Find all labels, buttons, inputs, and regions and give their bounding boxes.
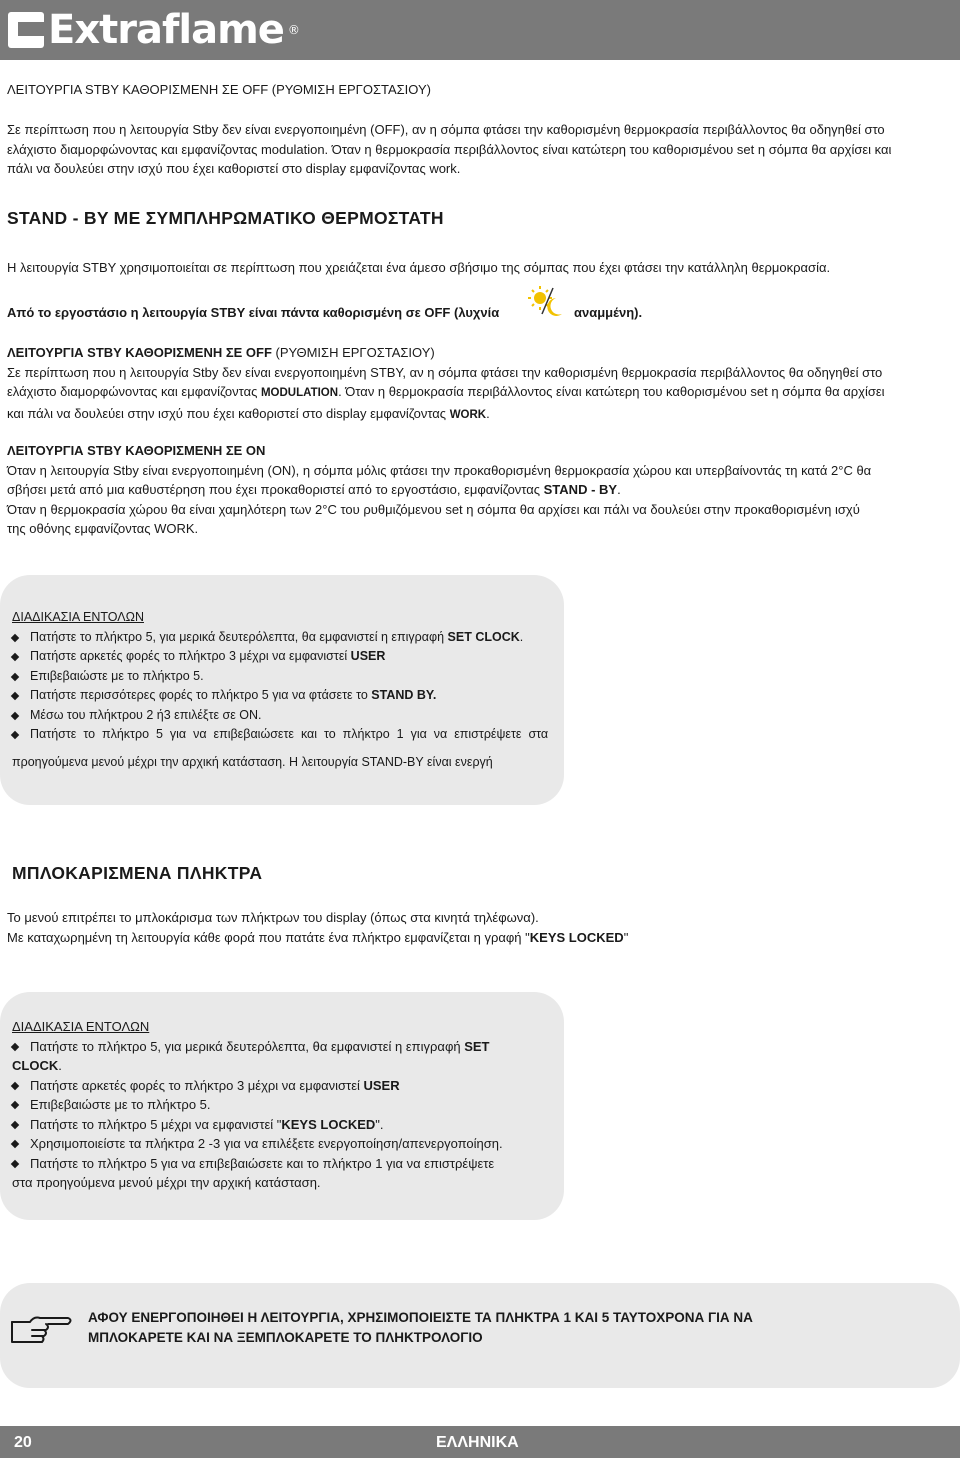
- step-text-end: .: [519, 629, 524, 644]
- bullet-diamond-icon: [11, 633, 19, 641]
- stby-off-line: [7, 382, 957, 404]
- step-text: Επιβεβαιώστε με το πλήκτρο 5.: [30, 1097, 211, 1112]
- intro-line: ελάχιστο διαμορφώνοντας και εμφανίζοντας modulation. Όταν η θερμοκρασία περιβάλλοντος είναι κατώτερη του καθορισμένου set η σόμπα θα αρχίσει και: [7, 141, 892, 157]
- keylock-line: [7, 928, 957, 948]
- step-text: Πατήστε αρκετές φορές το πλήκτρο 3 μέχρι να εμφανιστεί: [30, 1077, 364, 1093]
- step-text-bold: USER: [350, 649, 386, 663]
- step-text-end: .: [58, 1058, 62, 1073]
- step-text: Πατήστε το πλήκτρο 5, για μερικά δευτερόλεπτα, θα εμφανιστεί η επιγραφή: [30, 629, 448, 644]
- factory-note-start: Από το εργοστάσιο η λειτουργία STBY είναι πάντα καθορισμένη σε OFF (λυχνία: [7, 305, 500, 320]
- stby-off-title-bold: ΛΕΙΤΟΥΡΓΙΑ STBY ΚΑΘΟΡΙΣΜΕΝΗ ΣΕ OFF: [7, 345, 272, 360]
- text-run: .: [617, 482, 621, 497]
- step-text: Χρησιμοποιείστε τα πλήκτρα 2 -3 για να επιλέξετε ενεργοποίηση/απενεργοποίηση.: [30, 1136, 503, 1151]
- keylock-line: Το μενού επιτρέπει το μπλοκάρισμα των πλήκτρων του display (όπως στα κινητά τηλέφωνα).: [7, 910, 539, 925]
- intro-line: Σε περίπτωση που η λειτουργία Stby δεν είναι ενεργοποιημένη (OFF), αν η σόμπα φτάσει την καθορισμένη θερμοκρασία περιβάλλοντος θα οδηγηθεί στο: [7, 122, 885, 137]
- factory-note-end: αναμμένη).: [574, 305, 643, 320]
- language-label: ΕΛΛΗΝΙΚΑ: [436, 1434, 519, 1451]
- procedure-step: [0, 1154, 562, 1174]
- intro-paragraph: [7, 120, 957, 179]
- bullet-diamond-icon: [11, 672, 19, 680]
- bullet-diamond-icon: [11, 1081, 19, 1089]
- procedure-standby: [12, 608, 562, 772]
- text-run: ελάχιστο διαμορφώνοντας και εμφανίζοντας: [7, 384, 261, 399]
- procedure-final-line: στα προηγούμενα μενού μέχρι την αρχική κατάσταση.: [12, 1175, 321, 1190]
- bullet-diamond-icon: [11, 1140, 19, 1148]
- logo-mark-icon: [8, 12, 44, 48]
- step-text: Πατήστε το πλήκτρο 5 για να επιβεβαιώσετε και το πλήκτρο 1 για να επιστρέψετε στα: [30, 727, 549, 741]
- step-text-bold: SET: [464, 1038, 490, 1054]
- step-text-end: ".: [375, 1116, 384, 1132]
- procedure-keylock: [12, 1017, 562, 1193]
- procedure-step: [0, 706, 562, 726]
- text-run: σβήσει μετά από μια καθυστέρηση που έχει προκαθοριστεί από το εργοστάσιο, εμφανίζοντας: [7, 482, 544, 497]
- procedure-final-line: προηγούμενα μενού μέχρι την αρχική κατάσταση. Η λειτουργία STAND-BY είναι ενεργή: [12, 754, 493, 769]
- step-text: Πατήστε το πλήκτρο 5 για να επιβεβαιώσετε και το πλήκτρο 1 για να επιστρέψετε: [30, 1155, 495, 1171]
- procedure-step: [0, 628, 562, 648]
- step-text-bold: KEYS LOCKED: [281, 1116, 376, 1132]
- page-number: 20: [14, 1434, 32, 1451]
- standby-description: Η λειτουργία STBY χρησιμοποιείται σε περίπτωση που χρειάζεται ένα άμεσο σβήσιμο της σόμπας που έχει φτάσει την κατάλληλη θερμοκρασία.: [7, 260, 831, 275]
- text-run: .: [486, 405, 490, 421]
- procedure-title: ΔΙΑΔΙΚΑΣΙΑ ΕΝΤΟΛΩΝ: [12, 1019, 150, 1034]
- procedure-step: [0, 1095, 562, 1115]
- intro-title: ΛΕΙΤΟΥΡΓΙΑ STBY ΚΑΘΟΡΙΣΜΕΝΗ ΣΕ OFF (ΡΥΘΜΙΣΗ ΕΡΓΟΣΤΑΣΙΟΥ): [7, 82, 431, 97]
- text-run-bold: WORK: [449, 408, 487, 421]
- step-text: Πατήστε το πλήκτρο 5 μέχρι να εμφανιστεί ": [30, 1116, 282, 1132]
- step-text: Μέσω του πλήκτρου 2 ή3 επιλέξτε σε ON.: [30, 707, 262, 722]
- standby-heading: STAND - BY ΜΕ ΣΥΜΠΛΗΡΩΜΑΤΙΚΟ ΘΕΡΜΟΣΤΑΤΗ: [7, 208, 444, 228]
- bullet-diamond-icon: [11, 731, 19, 739]
- procedure-steps: [0, 1037, 562, 1057]
- procedure-step: [0, 1076, 562, 1096]
- brand-logo: [8, 4, 299, 56]
- stby-off-block: [7, 343, 957, 425]
- sun-moon-icon: [526, 284, 566, 320]
- stby-on-line: Όταν η θερμοκρασία χώρου θα είναι χαμηλότερη των 2°C του ρυθμιζόμενου set η σόμπα θα αρχίσει και πάλι να δουλεύει στην προκαθορισμένη ισχύ: [7, 501, 860, 517]
- stby-off-line: [7, 404, 957, 426]
- procedure-step: [0, 686, 562, 706]
- step-text: Πατήστε περισσότερες φορές το πλήκτρο 5 για να φτάσετε το: [30, 688, 372, 702]
- stby-on-line: της οθόνης εμφανίζοντας WORK.: [7, 521, 199, 536]
- procedure-step: [0, 1115, 562, 1135]
- text-run: ": [623, 929, 629, 945]
- stby-on-line: Όταν η λειτουργία Stby είναι ενεργοποιημένη (ON), η σόμπα μόλις φτάσει την προκαθορισμένη θερμοκρασία χώρου και υπερβαίνοντάς τη κατά 2°C θα: [7, 462, 872, 478]
- notice-line: ΑΦΟΥ ΕΝΕΡΓΟΠΟΙΗΘΕΙ Η ΛΕΙΤΟΥΡΓΙΑ, ΧΡΗΣΙΜΟΠΟΙΕΙΣΤΕ ΤΑ ΠΛΗΚΤΡΑ 1 ΚΑΙ 5 ΤΑΥΤΟΧΡΟΝΑ ΓΙΑ ΝΑ: [88, 1310, 753, 1325]
- stby-on-block: [7, 441, 957, 539]
- text-run-bold: STAND - BY: [543, 482, 618, 497]
- bullet-diamond-icon: [11, 653, 19, 661]
- step-text-bold: STAND BY.: [371, 688, 437, 702]
- procedure-step: [0, 1134, 562, 1154]
- bullet-diamond-icon: [11, 1120, 19, 1128]
- intro-line: πάλι να δουλεύει στην ισχύ που έχει καθοριστεί στο display εμφανίζοντας work.: [7, 161, 461, 176]
- text-run: και πάλι να δουλεύει στην ισχύ που έχει καθοριστεί στο display εμφανίζοντας: [7, 405, 450, 421]
- procedure-step: [0, 1037, 562, 1057]
- stby-off-title: [7, 343, 957, 363]
- bullet-diamond-icon: [11, 1042, 19, 1050]
- text-run: Με καταχωρημένη τη λειτουργία κάθε φορά που πατάτε ένα πλήκτρο εμφανίζεται η γραφή ": [7, 929, 530, 945]
- keylock-paragraph: [7, 908, 957, 947]
- procedure-title: ΔΙΑΔΙΚΑΣΙΑ ΕΝΤΟΛΩΝ: [12, 610, 144, 624]
- bullet-diamond-icon: [11, 1101, 19, 1109]
- procedure-steps: [0, 1076, 562, 1174]
- stby-off-title-rest: (ΡΥΘΜΙΣΗ ΕΡΓΟΣΤΑΣΙΟΥ): [271, 345, 435, 360]
- registered-mark: ®: [287, 23, 299, 37]
- procedure-steps: [0, 628, 562, 745]
- pointing-hand-icon: [10, 1310, 74, 1350]
- text-run-bold: MODULATION: [260, 387, 339, 399]
- step-text-bold: SET CLOCK: [447, 629, 520, 644]
- step-text-bold: CLOCK: [12, 1058, 59, 1073]
- procedure-step: [0, 647, 562, 667]
- notice-text: [88, 1308, 753, 1348]
- procedure-step: [0, 725, 562, 745]
- text-run-bold: KEYS LOCKED: [529, 929, 624, 945]
- keylock-heading: ΜΠΛΟΚΑΡΙΣΜΕΝΑ ΠΛΗΚΤΡΑ: [12, 863, 263, 883]
- procedure-step-continuation: [12, 1056, 562, 1076]
- procedure-step: [0, 667, 562, 687]
- stby-on-line: [7, 480, 957, 500]
- text-run: . Όταν η θερμοκρασία περιβάλλοντος είναι κατώτερη του καθορισμένου set η σόμπα θα αρχίσει: [338, 384, 885, 399]
- bullet-diamond-icon: [11, 1159, 19, 1167]
- step-text: Πατήστε το πλήκτρο 5, για μερικά δευτερόλεπτα, θα εμφανιστεί η επιγραφή: [30, 1038, 465, 1054]
- footer-bar: [0, 1426, 960, 1458]
- brand-name: Extraflame: [48, 7, 284, 53]
- stby-off-line: Σε περίπτωση που η λειτουργία Stby δεν είναι ενεργοποιημένη STBY, αν η σόμπα φτάσει την καθορισμένη θερμοκρασία περιβάλλοντος θα οδηγηθεί στο: [7, 364, 883, 380]
- step-text-bold: USER: [363, 1077, 400, 1093]
- stby-on-title: ΛΕΙΤΟΥΡΓΙΑ STBY ΚΑΘΟΡΙΣΜΕΝΗ ΣΕ ON: [7, 443, 266, 458]
- step-text: Πατήστε αρκετές φορές το πλήκτρο 3 μέχρι να εμφανιστεί: [30, 649, 351, 663]
- step-text: Επιβεβαιώστε με το πλήκτρο 5.: [30, 668, 204, 683]
- notice-line: ΜΠΛΟΚΑΡΕΤΕ ΚΑΙ ΝΑ ΞΕΜΠΛΟΚΑΡΕΤΕ ΤΟ ΠΛΗΚΤΡΟΛΟΓΙΟ: [88, 1330, 483, 1345]
- bullet-diamond-icon: [11, 711, 19, 719]
- bullet-diamond-icon: [11, 692, 19, 700]
